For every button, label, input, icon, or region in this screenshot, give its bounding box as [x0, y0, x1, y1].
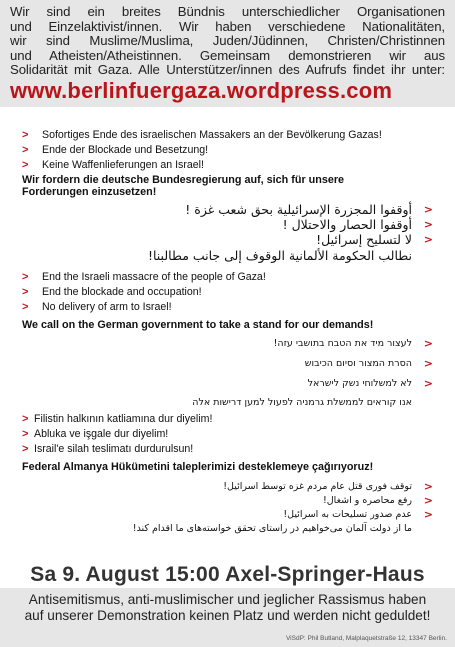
list-item: > Filistin halkının katliamına dur diyelim!: [22, 413, 213, 425]
hebrew-demand-heading: אנו קוראים לממשלת גרמניה לפעול למען דרישות אלה: [192, 397, 412, 408]
list-item: > Ende der Blockade und Besetzung!: [22, 144, 209, 156]
chevron-left-icon: <: [423, 494, 433, 507]
english-demand-heading: We call on the German government to take a stand for our demands!: [22, 319, 374, 331]
chevron-left-icon: <: [423, 233, 433, 246]
turkish-demands: [0, 413, 455, 458]
list-item: < أوقفوا الحصار والاحتلال !: [282, 217, 433, 232]
list-item: < توقف فوری قتل عام مردم غزه توسط اسرائیل!: [223, 480, 433, 493]
german-demands: [0, 129, 455, 174]
chevron-right-icon: >: [22, 413, 29, 425]
chevron-right-icon: >: [22, 443, 29, 455]
hebrew-demands: [0, 338, 455, 398]
chevron-left-icon: <: [423, 203, 433, 216]
arabic-demand-heading: نطالب الحكومة الألمانية الوقوف إلى جانب مطالبنا!: [147, 248, 412, 263]
chevron-right-icon: >: [22, 428, 29, 440]
list-item: > Israil'e silah teslimatı durdurulsun!: [22, 443, 194, 455]
chevron-right-icon: >: [22, 286, 29, 298]
chevron-left-icon: <: [423, 508, 433, 521]
english-demands: [0, 271, 455, 316]
german-demand-heading: Wir fordern die deutsche Bundesregierung auf, sich für unsere Forderungen einzusetzen!: [22, 174, 345, 198]
closing-line: Antisemitismus, anti-muslimischer und jeglicher Rassismus haben: [28, 592, 427, 607]
list-item: > End the blockade and occupation!: [22, 286, 202, 298]
intro-line: wir sind Muslime/Muslima, Juden/Jüdinnen, Christen/Christinnen: [10, 33, 445, 49]
intro-text: [10, 5, 445, 78]
chevron-right-icon: >: [22, 271, 29, 283]
list-item: < أوقفوا المجزرة الإسرائيلية بحق شعب غزة !: [185, 202, 433, 217]
chevron-right-icon: >: [22, 129, 29, 141]
list-item: < رفع محاصره و اشغال!: [322, 494, 433, 507]
list-item: < לעצור מיד את הטבח בתושבי עזה!: [273, 337, 433, 350]
list-item: < לא למשלוחי נשק לישראל: [307, 377, 433, 390]
list-item: < عدم صدور تسلیحات به اسرائیل!: [283, 508, 433, 521]
intro-line: und Einzelaktivist/innen. Wir haben verschiedene Nationalitäten,: [10, 18, 445, 34]
chevron-right-icon: >: [22, 159, 29, 171]
chevron-left-icon: <: [423, 480, 433, 493]
list-item: < لا لتسليح إسرائيل!: [316, 232, 433, 247]
list-item: > No delivery of arm to Israel!: [22, 301, 172, 313]
event-date-location: Sa 9. August 15:00 Axel-Springer-Haus: [30, 563, 425, 586]
chevron-left-icon: <: [423, 357, 433, 370]
intro-line: und Atheisten/Atheistinnen. Gemeinsam demonstrieren wir aus: [10, 47, 445, 63]
intro-line: Wir sind ein breites Bündnis unterschiedlicher Organisationen: [10, 4, 445, 19]
website-link[interactable]: www.berlinfuergaza.wordpress.com: [10, 78, 393, 103]
chevron-left-icon: <: [423, 337, 433, 350]
persian-demand-heading: ما از دولت آلمان می‌خواهیم در راستای تحقق خواسته‌های ما اقدام کند!: [132, 523, 412, 534]
list-item: > End the Israeli massacre of the people of Gaza!: [22, 271, 266, 283]
chevron-left-icon: <: [423, 218, 433, 231]
chevron-left-icon: <: [423, 377, 433, 390]
closing-block: [0, 588, 455, 647]
closing-line: auf unserer Demonstration keinen Platz und werden nicht geduldet!: [24, 607, 431, 623]
list-item: > Abluka ve işgale dur diyelim!: [22, 428, 169, 440]
intro-block: [0, 0, 455, 107]
chevron-right-icon: >: [22, 144, 29, 156]
turkish-demand-heading: Federal Almanya Hükümetini taleplerimizi desteklemeye çağırıyoruz!: [22, 461, 374, 473]
list-item: > Keine Waffenlieferungen an Israel!: [22, 159, 204, 171]
imprint: ViSdP: Phil Butland, Malplaquetstraße 12, 13347 Berlin.: [285, 635, 447, 642]
list-item: > Sofortiges Ende des israelischen Massakers an der Bevölkerung Gazas!: [22, 129, 382, 141]
persian-demands: [0, 481, 455, 523]
chevron-right-icon: >: [22, 301, 29, 313]
intro-line: Solidarität mit Gaza. Alle Unterstützer/innen des Aufrufs findet ihr unter:: [10, 62, 445, 78]
arabic-demands: [0, 204, 455, 249]
list-item: < הסרת המצור וסיום הכיבוש: [304, 357, 433, 370]
